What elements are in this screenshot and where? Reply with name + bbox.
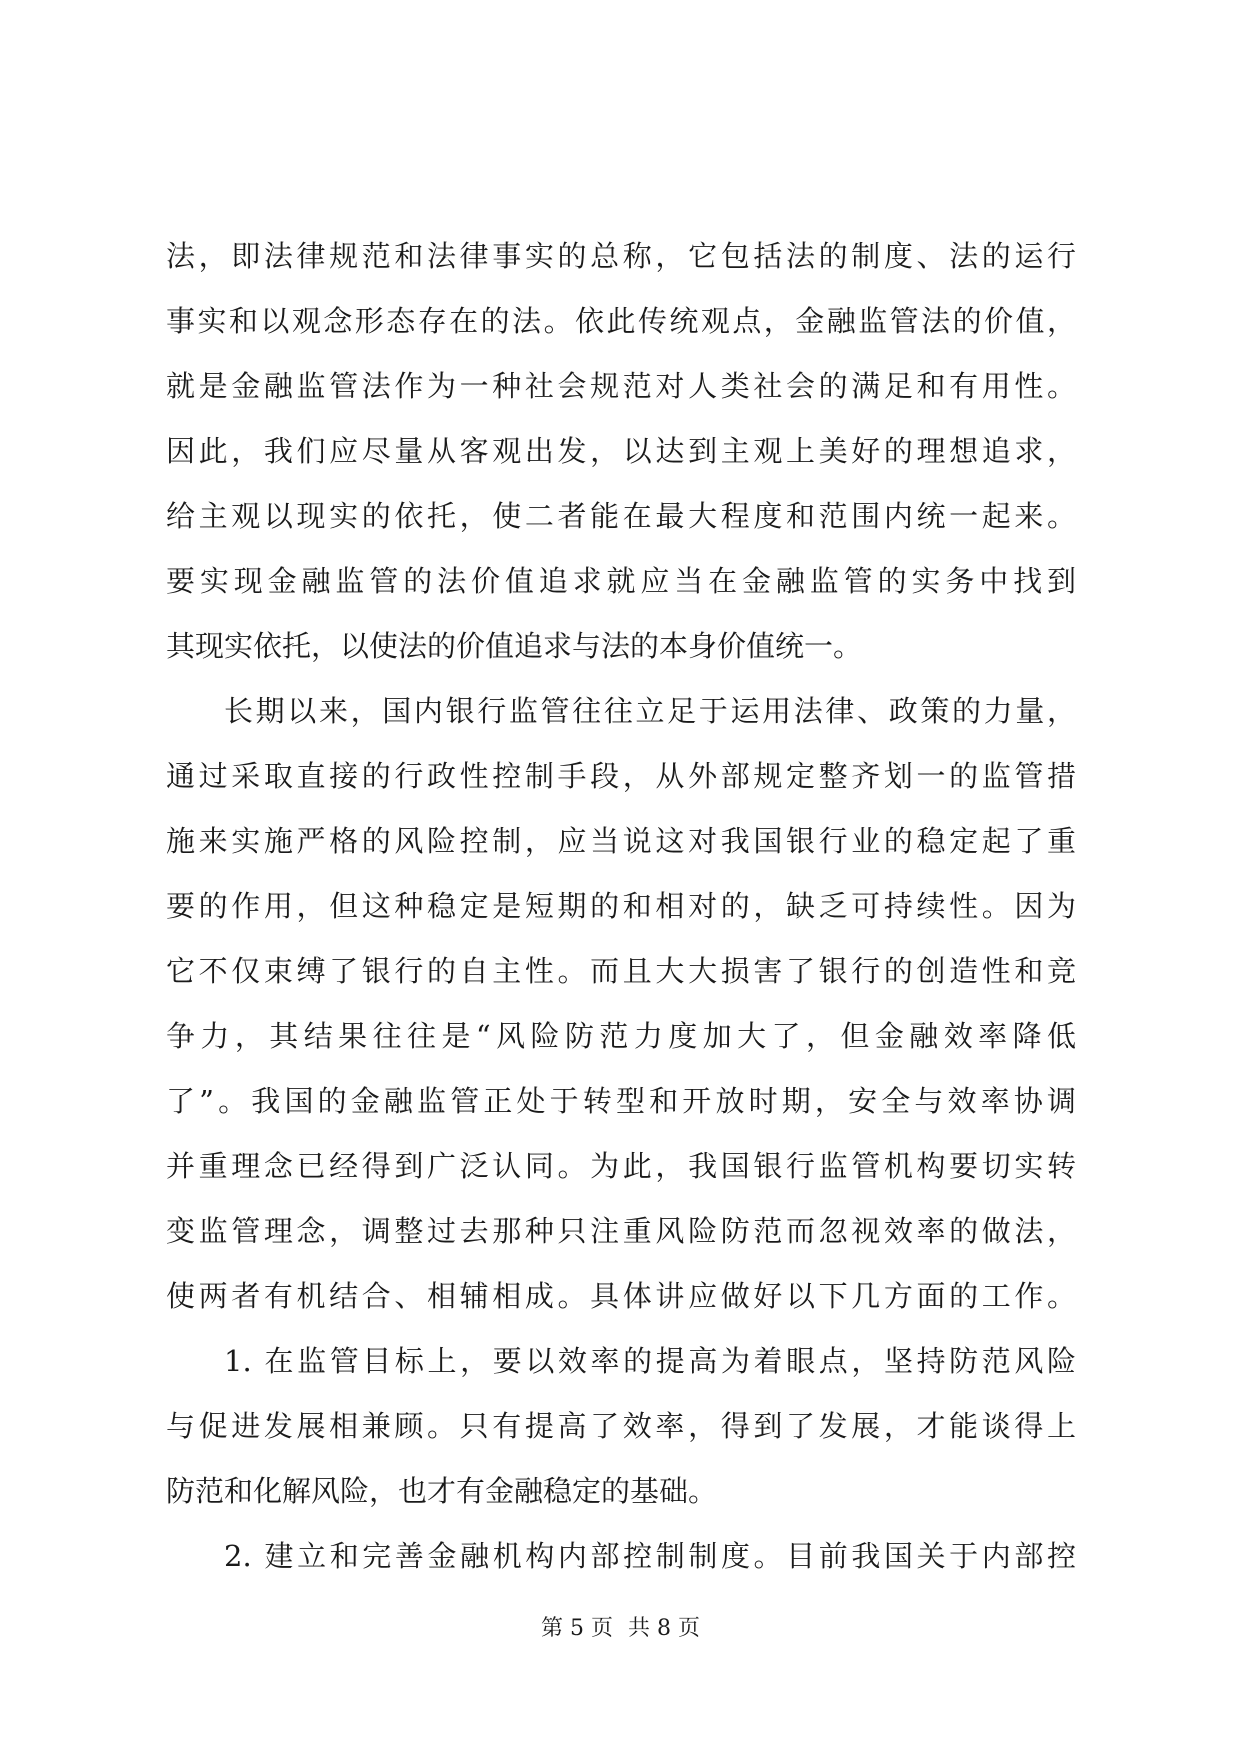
page-number: 第 5 页	[541, 1616, 613, 1641]
page-footer	[0, 1614, 1241, 1644]
text-line: 就是金融监管法作为一种社会规范对人类社会的满足和有用性。	[166, 369, 1076, 403]
text-line: 防范和化解风险，也才有金融稳定的基础。	[166, 1474, 718, 1508]
text-line: 2. 建立和完善金融机构内部控制制度。目前我国关于内部控	[224, 1539, 1076, 1573]
text-line: 它不仅束缚了银行的自主性。而且大大损害了银行的创造性和竞	[166, 954, 1076, 988]
document-body	[166, 224, 1076, 1589]
text-line: 因此，我们应尽量从客观出发，以达到主观上美好的理想追求，	[166, 434, 1076, 468]
text-line: 法，即法律规范和法律事实的总称，它包括法的制度、法的运行	[166, 239, 1076, 273]
text-line: 其现实依托，以使法的价值追求与法的本身价值统一。	[166, 629, 863, 663]
text-line: 并重理念已经得到广泛认同。为此，我国银行监管机构要切实转	[166, 1149, 1076, 1183]
text-line: 使两者有机结合、相辅相成。具体讲应做好以下几方面的工作。	[166, 1279, 1076, 1313]
text-line: 要实现金融监管的法价值追求就应当在金融监管的实务中找到	[166, 564, 1076, 598]
text-line: 与促进发展相兼顾。只有提高了效率，得到了发展，才能谈得上	[166, 1409, 1076, 1443]
text-line: 通过采取直接的行政性控制手段，从外部规定整齐划一的监管措	[166, 759, 1076, 793]
text-line: 施来实施严格的风险控制，应当说这对我国银行业的稳定起了重	[166, 824, 1076, 858]
text-line: 1. 在监管目标上，要以效率的提高为着眼点，坚持防范风险	[224, 1344, 1076, 1378]
text-line: 要的作用，但这种稳定是短期的和相对的，缺乏可持续性。因为	[166, 889, 1076, 923]
text-line: 争力，其结果往往是“风险防范力度加大了，但金融效率降低	[166, 1019, 1076, 1053]
text-line: 给主观以现实的依托，使二者能在最大程度和范围内统一起来。	[166, 499, 1076, 533]
text-line: 变监管理念，调整过去那种只注重风险防范而忽视效率的做法，	[166, 1214, 1076, 1248]
text-line: 了”。我国的金融监管正处于转型和开放时期，安全与效率协调	[166, 1084, 1076, 1118]
text-line: 长期以来，国内银行监管往往立足于运用法律、政策的力量，	[224, 694, 1076, 728]
text-line: 事实和以观念形态存在的法。依此传统观点，金融监管法的价值，	[166, 304, 1076, 338]
page-total: 共 8 页	[628, 1616, 700, 1641]
